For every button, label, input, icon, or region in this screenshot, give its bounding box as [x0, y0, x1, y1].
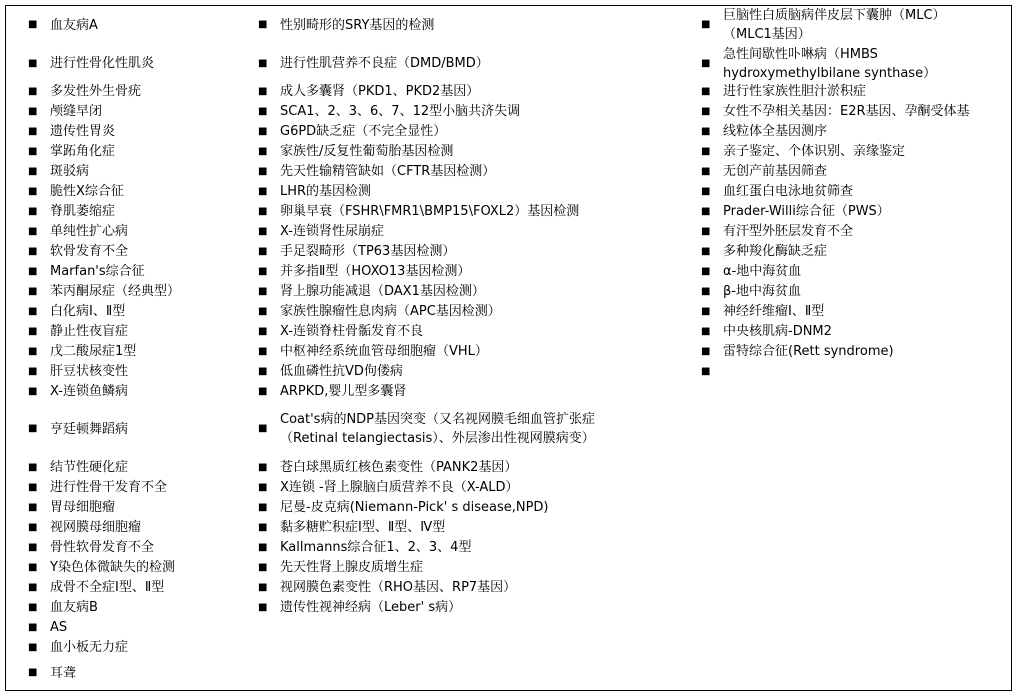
- list-item: [699, 122, 827, 141]
- list-item-label: 中央核肌病-DNM2: [723, 324, 832, 339]
- list-item-label: 尼曼-皮克病(Niemann-Pick' s disease,NPD): [280, 500, 549, 515]
- bullet-square-icon: ■: [701, 325, 711, 337]
- bullet-square-icon: ■: [28, 305, 38, 317]
- list-item: [256, 478, 519, 497]
- list-item-label: Kallmanns综合征1、2、3、4型: [280, 540, 472, 555]
- list-item-label: G6PD缺乏症（不完全显性）: [280, 124, 447, 139]
- list-item: [699, 202, 890, 221]
- list-item-label: 家族性腺瘤性息肉病（APC基因检测）: [280, 304, 501, 319]
- bullet-square-icon: ■: [258, 19, 268, 30]
- bullet-square-icon: ■: [28, 265, 38, 277]
- list-item-label: 性别畸形的SRY基因的检测: [280, 17, 435, 33]
- list-item: [699, 322, 832, 341]
- list-item: [256, 362, 403, 381]
- list-item-label: LHR的基因检测: [280, 184, 372, 199]
- list-item: [26, 538, 154, 557]
- list-item-label: 胃母细胞瘤: [50, 500, 116, 515]
- bullet-square-icon: ■: [28, 165, 38, 177]
- list-item-label: 神经纤维瘤Ⅰ、Ⅱ型: [723, 304, 825, 319]
- bullet-square-icon: ■: [701, 285, 711, 297]
- bullet-square-icon: ■: [701, 57, 711, 69]
- bullet-square-icon: ■: [28, 85, 38, 97]
- list-item-label: 颅缝早闭: [50, 104, 103, 119]
- bullet-square-icon: ■: [701, 125, 711, 137]
- list-item: [256, 518, 445, 537]
- bullet-square-icon: ■: [28, 225, 38, 237]
- list-item: [699, 302, 824, 321]
- list-item-label: X连锁 -肾上腺脑白质营养不良（X-ALD）: [280, 480, 519, 495]
- list-item: [256, 538, 471, 557]
- bullet-square-icon: ■: [701, 85, 711, 97]
- list-item: [256, 342, 488, 361]
- list-item: [26, 598, 98, 617]
- bullet-square-icon: ■: [701, 205, 711, 217]
- list-item-label: X-连锁鱼鳞病: [50, 384, 128, 399]
- list-item: [699, 182, 853, 201]
- bullet-square-icon: ■: [701, 185, 711, 197]
- bullet-square-icon: ■: [258, 85, 268, 97]
- list-item: [256, 498, 549, 517]
- bullet-square-icon: ■: [258, 501, 268, 513]
- list-item-label: 视网膜母细胞瘤: [50, 520, 142, 535]
- list-item: [256, 222, 384, 241]
- list-item-label: 斑驳病: [50, 164, 90, 179]
- list-item: [26, 458, 128, 477]
- list-item: [26, 242, 128, 261]
- bullet-square-icon: ■: [28, 541, 38, 553]
- list-item: [256, 282, 485, 301]
- list-item: [26, 402, 128, 456]
- list-item-label: 并多指Ⅱ型（HOXO13基因检测）: [280, 264, 471, 279]
- list-item: [26, 658, 76, 688]
- bullet-square-icon: ■: [258, 521, 268, 533]
- list-item-label: 苍白球黑质红核色素变性（PANK2基因）: [280, 460, 518, 475]
- list-item: [699, 44, 936, 83]
- list-item-label: 进行性骨干发育不全: [50, 480, 168, 495]
- list-item-label: 静止性夜盲症: [50, 324, 129, 339]
- bullet-square-icon: ■: [28, 105, 38, 117]
- list-item-label: 血友病A: [50, 17, 98, 33]
- list-item-label: 有汗型外胚层发育不全: [723, 224, 854, 239]
- list-item: [26, 638, 128, 657]
- list-item-label: β-地中海贫血: [723, 284, 801, 299]
- list-item: [699, 342, 894, 361]
- bullet-square-icon: ■: [28, 667, 38, 678]
- bullet-square-icon: ■: [28, 561, 38, 573]
- list-item: [256, 102, 520, 121]
- bullet-square-icon: ■: [701, 245, 711, 257]
- list-item-label: 成骨不全症Ⅰ型、Ⅱ型: [50, 580, 165, 595]
- list-item: [26, 44, 154, 83]
- list-item-label: 进行性骨化性肌炎: [50, 56, 155, 71]
- list-item-label: 低血磷性抗VD佝偻病: [280, 364, 403, 379]
- bullet-square-icon: ■: [701, 265, 711, 277]
- bullet-square-icon: ■: [28, 423, 38, 434]
- list-item: [256, 82, 479, 101]
- bullet-square-icon: ■: [701, 365, 711, 377]
- list-item-label: 先天性输精管缺如（CFTR基因检测）: [280, 164, 496, 179]
- bullet-square-icon: ■: [258, 561, 268, 573]
- list-item-label: 多发性外生骨疣: [50, 84, 142, 99]
- list-item: [26, 342, 136, 361]
- list-item-label: 耳聋: [50, 665, 77, 681]
- bullet-square-icon: ■: [258, 481, 268, 493]
- list-item-label: 黏多糖贮积症Ⅰ型、Ⅱ型、Ⅳ型: [280, 520, 446, 535]
- bullet-square-icon: ■: [701, 165, 711, 177]
- list-item: [26, 182, 124, 201]
- bullet-square-icon: ■: [28, 125, 38, 137]
- bullet-square-icon: ■: [258, 245, 268, 257]
- list-item-label: 骨性软骨发育不全: [50, 540, 155, 555]
- list-item: [26, 302, 125, 321]
- bullet-square-icon: ■: [28, 641, 38, 653]
- list-item-label: Coat's病的NDP基因突变（又名视网膜毛细血管扩张症 （Retinal telangiectasis）、外层渗出性视网膜病变）: [280, 412, 596, 446]
- list-item-label: 白化病Ⅰ、Ⅱ型: [50, 304, 126, 319]
- list-item-label: 亨廷顿舞蹈病: [50, 421, 129, 437]
- list-item-label: 家族性/反复性葡萄胎基因检测: [280, 144, 454, 159]
- list-item-label: 血红蛋白电泳地贫筛查: [723, 184, 854, 199]
- list-item: [256, 578, 516, 597]
- list-item: [256, 558, 423, 577]
- bullet-square-icon: ■: [258, 325, 268, 337]
- list-item-label: 巨脑性白质脑病伴皮层下囊肿（MLC） （MLC1基因）: [723, 8, 946, 42]
- bullet-square-icon: ■: [258, 165, 268, 177]
- list-item: [256, 122, 446, 141]
- list-item: [699, 142, 905, 161]
- list-item: [699, 242, 827, 261]
- bullet-square-icon: ■: [28, 285, 38, 297]
- list-item-label: 掌跖角化症: [50, 144, 116, 159]
- list-item: [26, 618, 67, 637]
- list-item: [26, 578, 164, 597]
- list-item: [256, 44, 489, 83]
- list-item: [256, 182, 371, 201]
- list-item-label: 遗传性视神经病（Leber' s病）: [280, 600, 462, 615]
- list-item-label: 单纯性扩心病: [50, 224, 129, 239]
- list-item-label: 成人多囊肾（PKD1、PKD2基因）: [280, 84, 480, 99]
- list-item: [26, 382, 128, 401]
- list-item: [256, 142, 453, 161]
- list-item: [256, 382, 406, 401]
- bullet-square-icon: ■: [258, 345, 268, 357]
- bullet-square-icon: ■: [258, 125, 268, 137]
- list-item: [256, 322, 423, 341]
- list-item-label: 戊二酸尿症1型: [50, 344, 137, 359]
- bullet-square-icon: ■: [28, 345, 38, 357]
- list-item-label: 结节性硬化症: [50, 460, 129, 475]
- list-item-label: 多种羧化酶缺乏症: [723, 244, 828, 259]
- list-item: [256, 6, 434, 44]
- bullet-square-icon: ■: [258, 105, 268, 117]
- list-item: [26, 82, 141, 101]
- list-item-label: 卵巢早衰（FSHR\FMR1\BMP15\FOXL2）基因检测: [280, 204, 580, 219]
- list-item: [26, 498, 115, 517]
- bullet-square-icon: ■: [28, 385, 38, 397]
- list-item-label: 软骨发育不全: [50, 244, 129, 259]
- list-item: [699, 102, 970, 121]
- list-item-label: 进行性肌营养不良症（DMD/BMD）: [280, 56, 489, 71]
- list-item: [699, 262, 801, 281]
- bullet-square-icon: ■: [28, 581, 38, 593]
- bullet-square-icon: ■: [28, 245, 38, 257]
- bullet-square-icon: ■: [258, 225, 268, 237]
- bullet-square-icon: ■: [28, 601, 38, 613]
- bullet-square-icon: ■: [258, 385, 268, 397]
- bullet-square-icon: ■: [701, 225, 711, 237]
- list-item-label: 雷特综合征(Rett syndrome): [723, 344, 894, 359]
- list-item-label: α-地中海贫血: [723, 264, 802, 279]
- bullet-square-icon: ■: [258, 205, 268, 217]
- list-item-label: ARPKD,婴儿型多囊肾: [280, 384, 407, 399]
- list-item: [26, 282, 180, 301]
- list-item-label: 急性间歇性卟啉病（HMBS hydroxymethylbilane synthase）: [723, 46, 937, 81]
- list-item-label: AS: [50, 620, 68, 635]
- list-item: [699, 222, 853, 241]
- bullet-square-icon: ■: [28, 205, 38, 217]
- bullet-square-icon: ■: [258, 541, 268, 553]
- list-item: [699, 282, 801, 301]
- list-item: [26, 142, 115, 161]
- list-item-label: 苯丙酮尿症（经典型）: [50, 284, 181, 299]
- bullet-square-icon: ■: [701, 145, 711, 157]
- bullet-square-icon: ■: [258, 581, 268, 593]
- bullet-square-icon: ■: [258, 145, 268, 157]
- list-item-label: 遗传性胃炎: [50, 124, 116, 139]
- list-item-label: 女性不孕相关基因：E2R基因、孕酮受体基: [723, 104, 970, 119]
- list-item: [256, 458, 517, 477]
- list-item: [26, 558, 175, 577]
- bullet-square-icon: ■: [28, 19, 38, 30]
- bullet-square-icon: ■: [28, 325, 38, 337]
- bullet-square-icon: ■: [701, 105, 711, 117]
- list-item: [256, 202, 579, 221]
- list-item-label: 肝豆状核变性: [50, 364, 129, 379]
- list-item-label: 血小板无力症: [50, 640, 129, 655]
- list-item-label: 无创产前基因筛查: [723, 164, 828, 179]
- list-item-label: 中枢神经系统血管母细胞瘤（VHL）: [280, 344, 488, 359]
- list-item: [699, 162, 827, 181]
- bullet-square-icon: ■: [28, 145, 38, 157]
- bullet-square-icon: ■: [258, 285, 268, 297]
- list-item-label: Prader-Willi综合征（PWS）: [723, 204, 890, 219]
- list-item-label: 进行性家族性胆汁淤积症: [723, 84, 867, 99]
- list-item: [256, 598, 461, 617]
- list-item-label: 线粒体全基因测序: [723, 124, 828, 139]
- bullet-square-icon: ■: [701, 305, 711, 317]
- bullet-square-icon: ■: [28, 621, 38, 633]
- bullet-square-icon: ■: [701, 345, 711, 357]
- bullet-square-icon: ■: [28, 501, 38, 513]
- list-item-label: 脊肌萎缩症: [50, 204, 116, 219]
- list-item-label: 视网膜色素变性（RHO基因、RP7基因）: [280, 580, 517, 595]
- list-item: [26, 222, 128, 241]
- bullet-square-icon: ■: [28, 461, 38, 473]
- gene-test-list-table: [5, 5, 1012, 691]
- list-item: [26, 262, 145, 281]
- list-item-label: 血友病B: [50, 600, 98, 615]
- list-item-label: Y染色体微缺失的检测: [50, 560, 175, 575]
- list-item-label: 脆性X综合征: [50, 184, 124, 199]
- list-item: [256, 242, 455, 261]
- bullet-square-icon: ■: [258, 185, 268, 197]
- list-item-label: SCA1、2、3、6、7、12型小脑共济失调: [280, 104, 521, 119]
- list-item: [699, 6, 946, 44]
- bullet-square-icon: ■: [28, 521, 38, 533]
- list-item: [26, 122, 115, 141]
- bullet-square-icon: ■: [258, 461, 268, 473]
- bullet-square-icon: ■: [28, 185, 38, 197]
- bullet-square-icon: ■: [258, 57, 268, 69]
- bullet-square-icon: ■: [258, 601, 268, 613]
- bullet-square-icon: ■: [701, 19, 711, 30]
- list-item-label: 亲子鉴定、个体识别、亲缘鉴定: [723, 144, 906, 159]
- bullet-square-icon: ■: [258, 265, 268, 277]
- list-item: [256, 162, 495, 181]
- list-item-label: X-连锁肾性尿崩症: [280, 224, 384, 239]
- list-item: [26, 518, 141, 537]
- bullet-square-icon: ■: [28, 57, 38, 69]
- bullet-square-icon: ■: [258, 305, 268, 317]
- list-item: [256, 402, 595, 456]
- list-item-label: 手足裂畸形（TP63基因检测）: [280, 244, 456, 259]
- list-item: [256, 262, 470, 281]
- list-item-label: 肾上腺功能减退（DAX1基因检测）: [280, 284, 485, 299]
- list-item: [26, 102, 102, 121]
- list-item: [256, 302, 501, 321]
- bullet-square-icon: ■: [28, 365, 38, 377]
- list-item: [699, 362, 723, 381]
- list-item-label: X-连锁脊柱骨骺发育不良: [280, 324, 423, 339]
- list-item: [699, 82, 866, 101]
- list-item-label: Marfan's综合征: [50, 264, 145, 279]
- bullet-square-icon: ■: [258, 365, 268, 377]
- list-item: [26, 6, 98, 44]
- list-item: [26, 362, 128, 381]
- list-item: [26, 322, 128, 341]
- list-item-label: 先天性肾上腺皮质增生症: [280, 560, 424, 575]
- list-item: [26, 162, 89, 181]
- bullet-square-icon: ■: [258, 423, 268, 434]
- bullet-square-icon: ■: [28, 481, 38, 493]
- list-item: [26, 478, 167, 497]
- list-item: [26, 202, 115, 221]
